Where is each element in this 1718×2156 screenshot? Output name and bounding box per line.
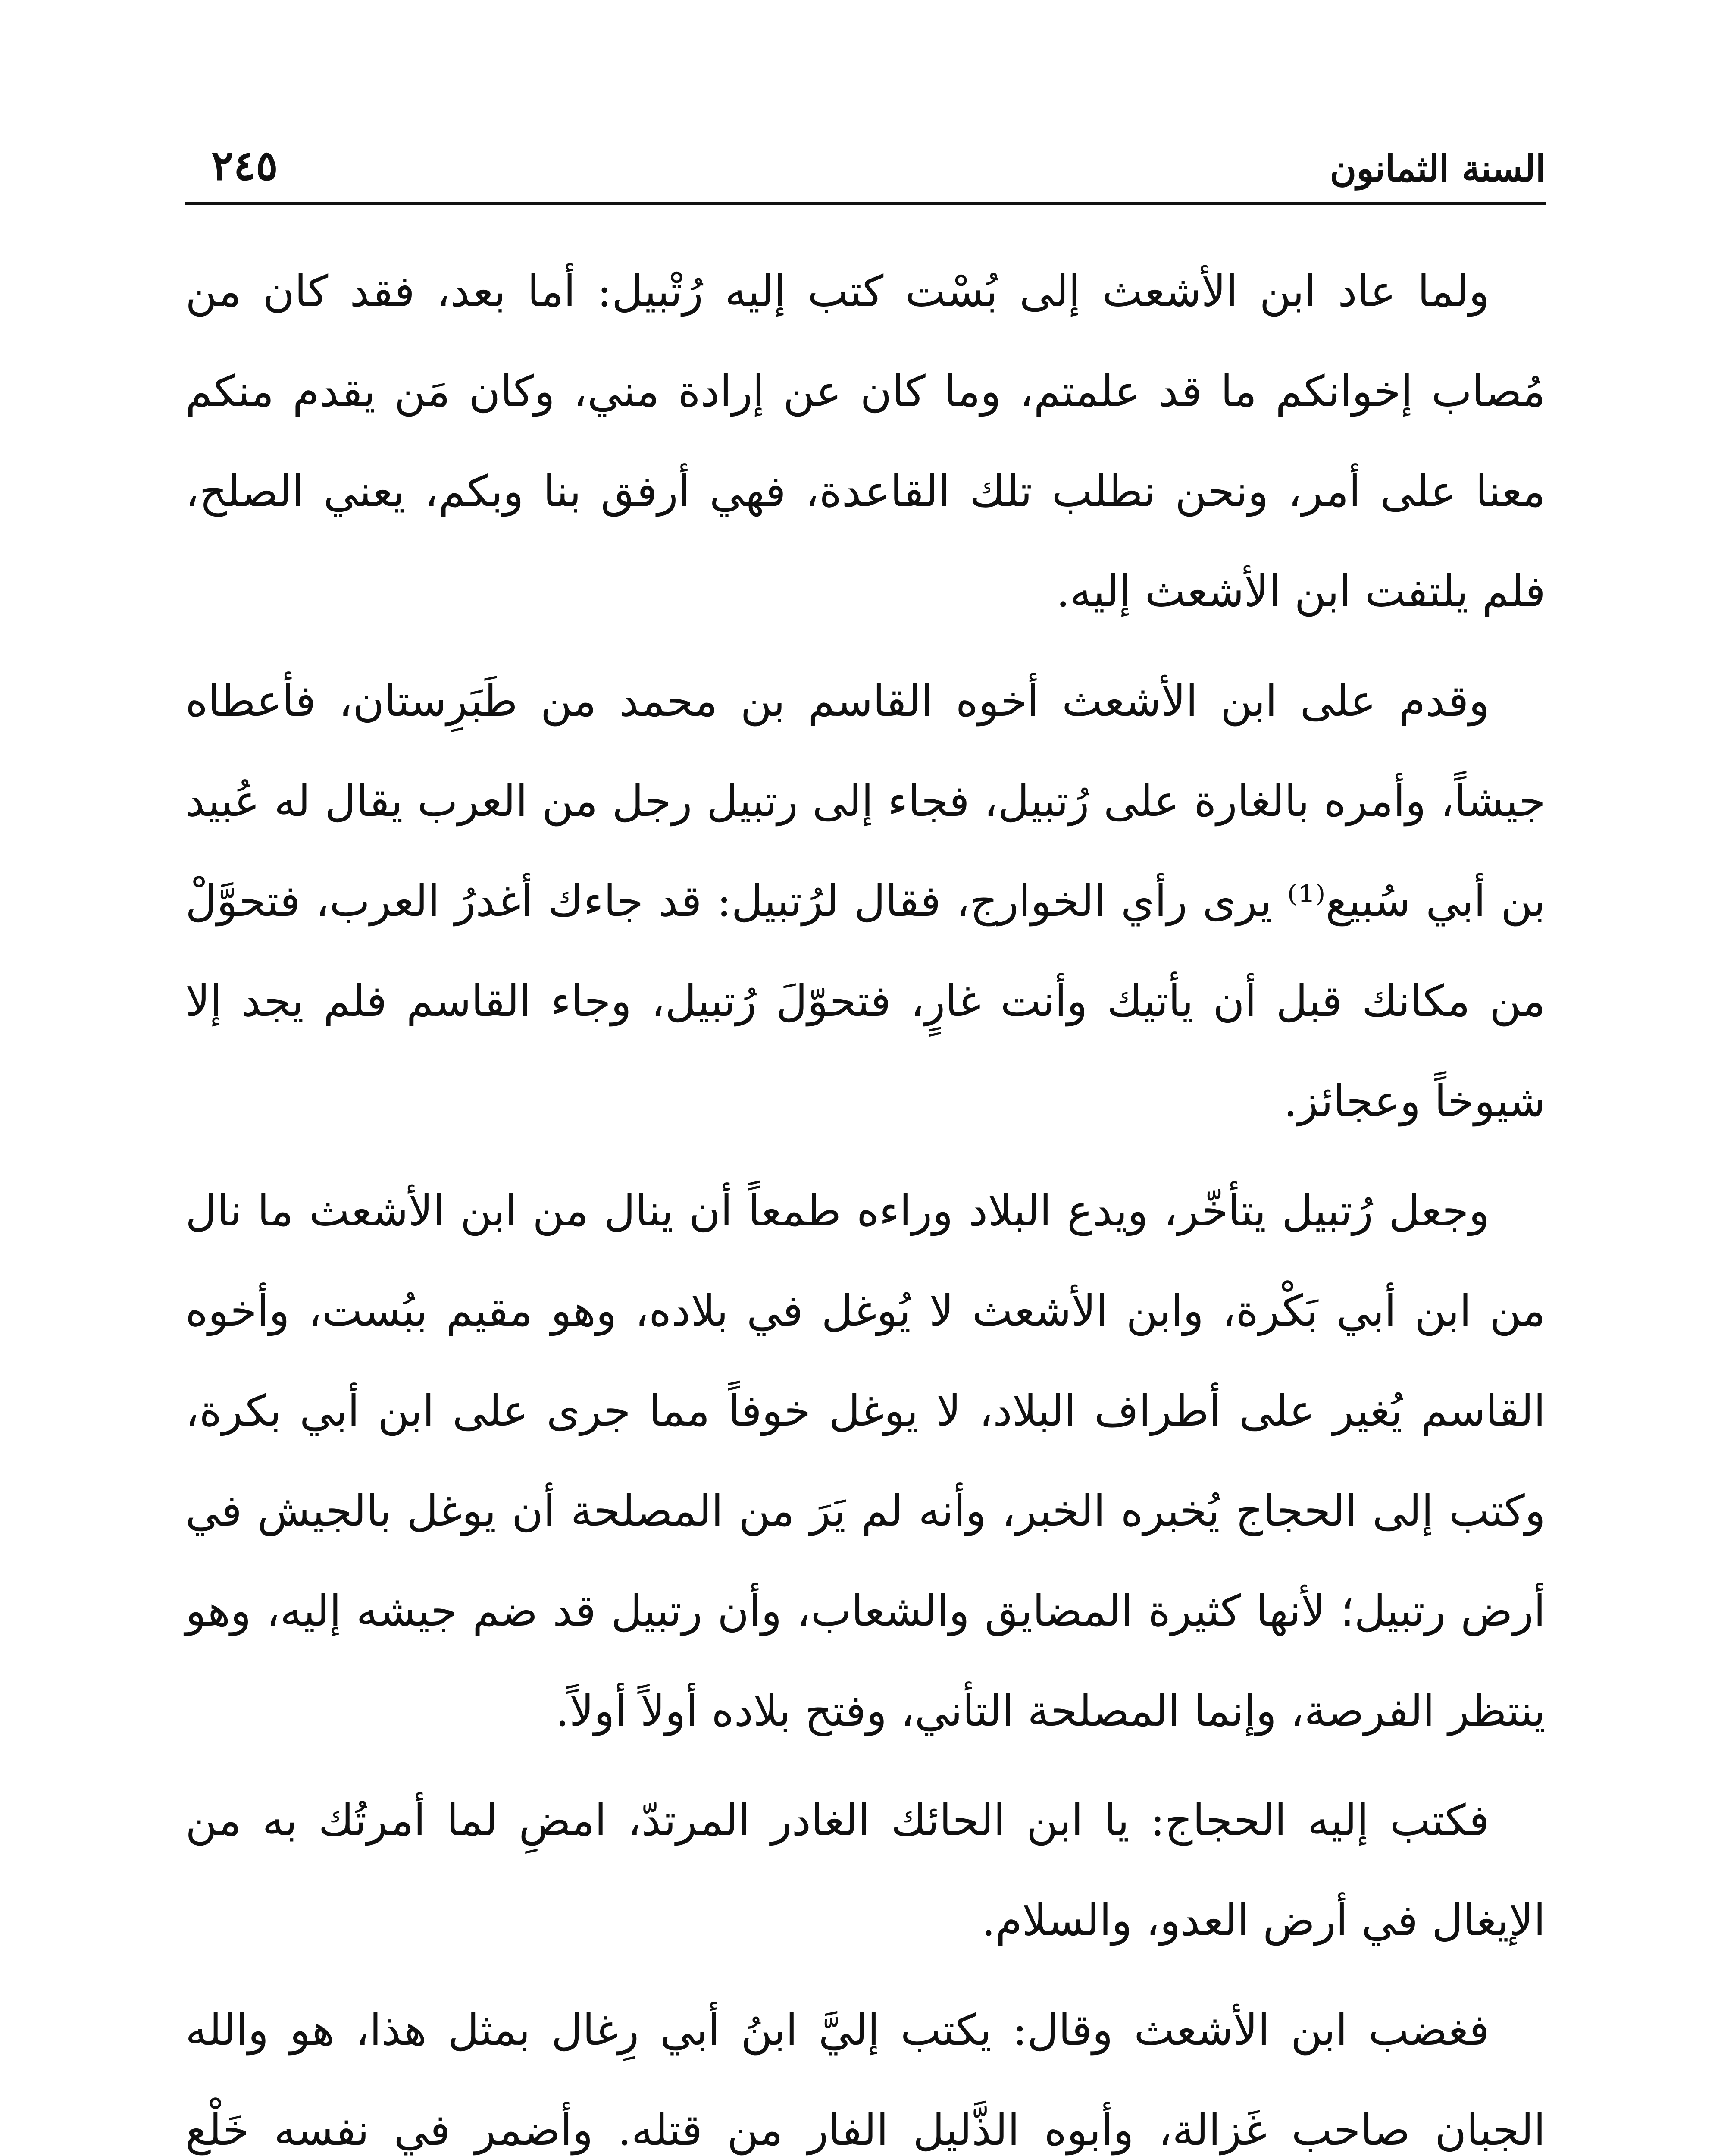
main-text [185,241,1546,2156]
paragraph: وقدم على ابن الأشعث أخوه القاسم بن محمد من طَبَرِستان، فأعطاه جيشاً، وأمره بالغارة على رُتبيل، فجاء إلى رتبيل رجل من العرب يقال له عُبيد بن أبي سُبيع⁽¹⁾ يرى رأي الخوارج، فقال لرُتبيل: قد جاءك أغدرُ العرب، فتحوَّلْ من مكانك قبل أن يأتيك وأنت غارٍ، فتحوّلَ رُتبيل، وجاء القاسم فلم يجد إلا شيوخاً وعجائز. [185,676,1546,1126]
paragraph: فكتب إليه الحجاج: يا ابن الحائك الغادر المرتدّ، امضِ لما أمرتُك به من الإيغال في أرض العدو، والسلام. [185,1795,1546,1946]
page-number: ٢٤٥ [211,141,278,190]
page-header [185,129,1546,203]
running-title: السنة الثمانون [1330,147,1546,190]
header-rule [185,202,1546,205]
paragraph: وجعل رُتبيل يتأخّر، ويدع البلاد وراءه طمعاً أن ينال من ابن الأشعث ما نال من ابن أبي بَكْرة، وابن الأشعث لا يُوغل في بلاده، وهو مقيم ببُست، وأخوه القاسم يُغير على أطراف البلاد، لا يوغل خوفاً مما جرى على ابن أبي بكرة، وكتب إلى الحجاج يُخبره الخبر، وأنه لم يَرَ من المصلحة أن يوغل بالجيش في أرض رتبيل؛ لأنها كثيرة المضايق والشعاب، وأن رتبيل قد ضم جيشه إليه، وهو ينتظر الفرصة، وإنما المصلحة التأني، وفتح بلاده أولاً أولاً. [185,1185,1546,1736]
paragraph: فغضب ابن الأشعث وقال: يكتب إليَّ ابنُ أبي رِغال بمثل هذا، هو والله الجبان صاحب غَزالة، وأبوه الذَّليل الفار من قتله. وأضمر في نفسه خَلْع [185,2005,1546,2155]
paragraph: ولما عاد ابن الأشعث إلى بُسْت كتب إليه رُتْبيل: أما بعد، فقد كان من مُصاب إخوانكم ما قد علمتم، وما كان عن إرادة مني، وكان مَن يقدم منكم معنا على أمر، ونحن نطلب تلك القاعدة، فهي أرفق بنا وبكم، يعني الصلح، فلم يلتفت ابن الأشعث إليه. [185,266,1546,617]
